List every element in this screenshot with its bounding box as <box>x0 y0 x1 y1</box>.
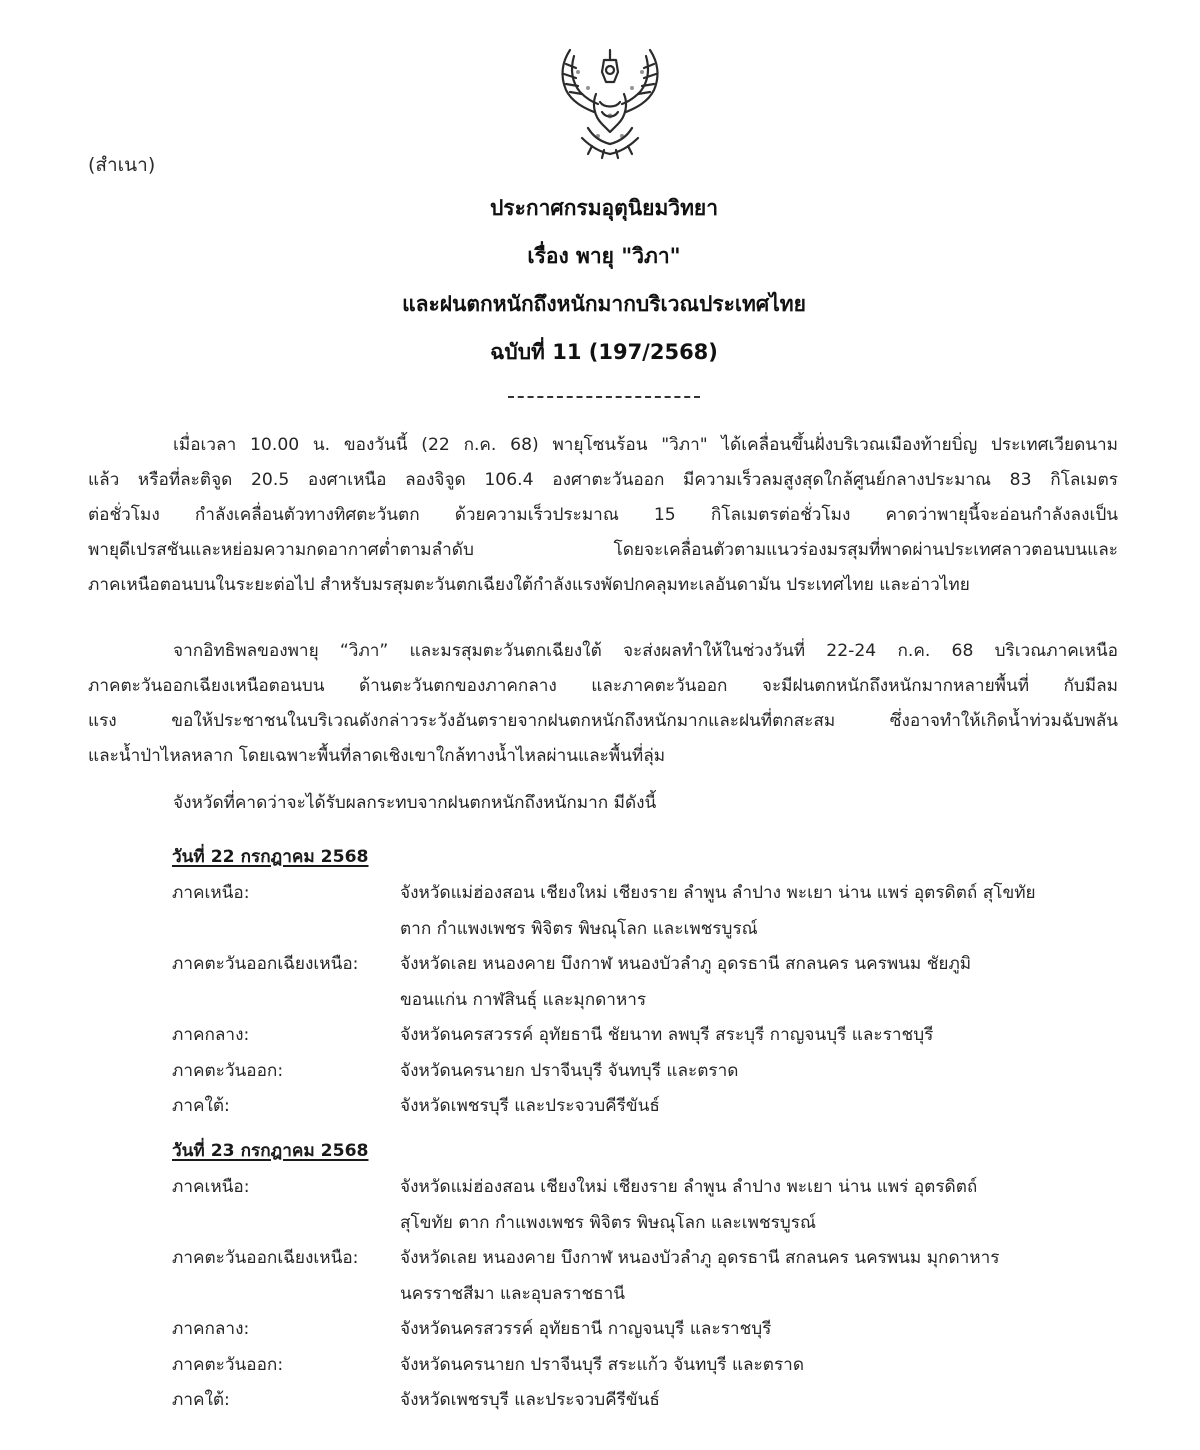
province-line: สุโขทัย ตาก กำแพงเพชร พิจิตร พิษณุโลก และเพชรบูรณ์ <box>400 1212 816 1233</box>
region-row-central <box>172 1312 1132 1348</box>
region-label: ภาคตะวันออกเฉียงเหนือ: <box>172 954 359 974</box>
province-line: จังหวัดแม่ฮ่องสอน เชียงใหม่ เชียงราย ลำพูน ลำปาง พะเยา น่าน แพร่ อุตรดิตถ์ สุโขทัย <box>400 883 1036 903</box>
region-row-south <box>172 1089 1132 1125</box>
province-list <box>400 1054 1132 1090</box>
region-label: ภาคเหนือ: <box>172 883 250 903</box>
province-list <box>400 1241 1132 1312</box>
title-divider <box>508 396 700 398</box>
region-label: ภาคตะวันออก: <box>172 1354 284 1375</box>
region-label: ภาคใต้: <box>172 1390 230 1410</box>
region-row-central <box>172 1018 1132 1054</box>
forecast-day-23 <box>172 1136 1132 1419</box>
title-issue-number: ฉบับที่ 11 (197/2568) <box>490 340 718 364</box>
date-heading: วันที่ 23 กรกฎาคม 2568 <box>172 1141 369 1161</box>
copy-mark: (สำเนา) <box>88 154 156 176</box>
province-list <box>400 1170 1132 1241</box>
region-label: ภาคตะวันออก: <box>172 1060 284 1081</box>
garuda-emblem-icon <box>548 42 672 162</box>
region-row-north <box>172 876 1132 947</box>
paragraph-line: แล้ว หรือที่ละติจูด 20.5 องศาเหนือ ลองจิจูด 106.4 องศาตะวันออก มีความเร็วลมสูงสุดใกล้ศูนย์กลางประมาณ 83 กิโลเมตร <box>88 470 1118 490</box>
paragraph-affected-intro <box>173 786 1073 821</box>
province-list <box>400 876 1132 947</box>
date-heading: วันที่ 22 กรกฎาคม 2568 <box>172 847 369 867</box>
region-row-south <box>172 1383 1132 1419</box>
region-label: ภาคกลาง: <box>172 1025 250 1045</box>
province-list <box>400 947 1132 1018</box>
paragraph-line: ภาคตะวันออกเฉียงเหนือตอนบน ด้านตะวันตกของภาคกลาง และภาคตะวันออก จะมีฝนตกหนักถึงหนักมากหลายพื้นที่ กับมีลม <box>88 676 1118 696</box>
province-line: นครราชสีมา และอุบลราชธานี <box>400 1283 626 1304</box>
province-line: จังหวัดนครสวรรค์ อุทัยธานี กาญจนบุรี และราชบุรี <box>400 1319 772 1339</box>
region-label: ภาคกลาง: <box>172 1319 250 1339</box>
region-label: ภาคเหนือ: <box>172 1177 250 1197</box>
paragraph-line: พายุดีเปรสชันและหย่อมความกดอากาศต่ำตามลำดับ โดยจะเคลื่อนตัวตามแนวร่องมรสุมที่พาดผ่านประเทศลาวตอนบนและ <box>88 540 1118 560</box>
province-line: จังหวัดนครสวรรค์ อุทัยธานี ชัยนาท ลพบุรี สระบุรี กาญจนบุรี และราชบุรี <box>400 1025 934 1045</box>
region-label: ภาคตะวันออกเฉียงเหนือ: <box>172 1248 359 1268</box>
province-line: จังหวัดนครนายก ปราจีนบุรี จันทบุรี และตราด <box>400 1060 739 1081</box>
forecast-day-22 <box>172 842 1132 1125</box>
province-list <box>400 1383 1132 1419</box>
region-row-east <box>172 1054 1132 1090</box>
province-line: จังหวัดเพชรบุรี และประจวบคีรีขันธ์ <box>400 1096 660 1116</box>
province-line: จังหวัดเลย หนองคาย บึงกาฬ หนองบัวลำภู อุดรธานี สกลนคร นครพนม มุกดาหาร <box>400 1248 1000 1268</box>
province-line: จังหวัดเพชรบุรี และประจวบคีรีขันธ์ <box>400 1390 660 1410</box>
region-row-east <box>172 1348 1132 1384</box>
province-line: จังหวัดแม่ฮ่องสอน เชียงใหม่ เชียงราย ลำพูน ลำปาง พะเยา น่าน แพร่ อุตรดิตถ์ <box>400 1177 978 1197</box>
region-row-north <box>172 1170 1132 1241</box>
paragraph-impact-warning <box>88 634 1118 774</box>
title-agency: ประกาศกรมอุตุนิยมวิทยา <box>489 196 719 220</box>
title-subject-cont: และฝนตกหนักถึงหนักมากบริเวณประเทศไทย <box>402 292 806 316</box>
paragraph-line: เมื่อเวลา 10.00 น. ของวันนี้ (22 ก.ค. 68) พายุโซนร้อน "วิภา" ได้เคลื่อนขึ้นฝั่งบริเวณเมืองท้ายบิ่ญ ประเทศเวียดนาม <box>173 435 1118 455</box>
paragraph-line: และน้ำป่าไหลหลาก โดยเฉพาะพื้นที่ลาดเชิงเขาใกล้ทางน้ำไหลผ่านและพื้นที่ลุ่ม <box>88 746 666 766</box>
paragraph-storm-status <box>88 428 1118 603</box>
province-list <box>400 1348 1132 1384</box>
paragraph-line: ต่อชั่วโมง กำลังเคลื่อนตัวทางทิศตะวันตก ด้วยความเร็วประมาณ 15 กิโลเมตรต่อชั่วโมง คาดว่าพายุนี้จะอ่อนกำลังลงเป็น <box>88 505 1118 525</box>
paragraph-line: ภาคเหนือตอนบนในระยะต่อไป สำหรับมรสุมตะวันตกเฉียงใต้กำลังแรงพัดปกคลุมทะเลอันดามัน ประเทศไทย และอ่าวไทย <box>88 575 970 595</box>
region-label: ภาคใต้: <box>172 1096 230 1116</box>
province-line: ตาก กำแพงเพชร พิจิตร พิษณุโลก และเพชรบูรณ์ <box>400 918 758 939</box>
paragraph-line: จากอิทธิพลของพายุ “วิภา” และมรสุมตะวันตกเฉียงใต้ จะส่งผลทำให้ในช่วงวันที่ 22-24 ก.ค. 68 บริเวณภาคเหนือ <box>173 641 1118 661</box>
region-row-northeast <box>172 1241 1132 1312</box>
paragraph-line: จังหวัดที่คาดว่าจะได้รับผลกระทบจากฝนตกหนักถึงหนักมาก มีดังนี้ <box>173 793 657 813</box>
paragraph-line: แรง ขอให้ประชาชนในบริเวณดังกล่าวระวังอันตรายจากฝนตกหนักถึงหนักมากและฝนที่ตกสะสม ซึ่งอาจทำให้เกิดน้ำท่วมฉับพลัน <box>88 711 1118 731</box>
province-line: จังหวัดนครนายก ปราจีนบุรี สระแก้ว จันทบุรี และตราด <box>400 1354 804 1375</box>
title-subject: เรื่อง พายุ "วิภา" <box>527 244 681 268</box>
region-row-northeast <box>172 947 1132 1018</box>
province-line: จังหวัดเลย หนองคาย บึงกาฬ หนองบัวลำภู อุดรธานี สกลนคร นครพนม ชัยภูมิ <box>400 954 972 974</box>
province-line: ขอนแก่น กาฬสินธุ์ และมุกดาหาร <box>400 989 647 1010</box>
province-list <box>400 1312 1132 1348</box>
province-list <box>400 1018 1132 1054</box>
province-list <box>400 1089 1132 1125</box>
